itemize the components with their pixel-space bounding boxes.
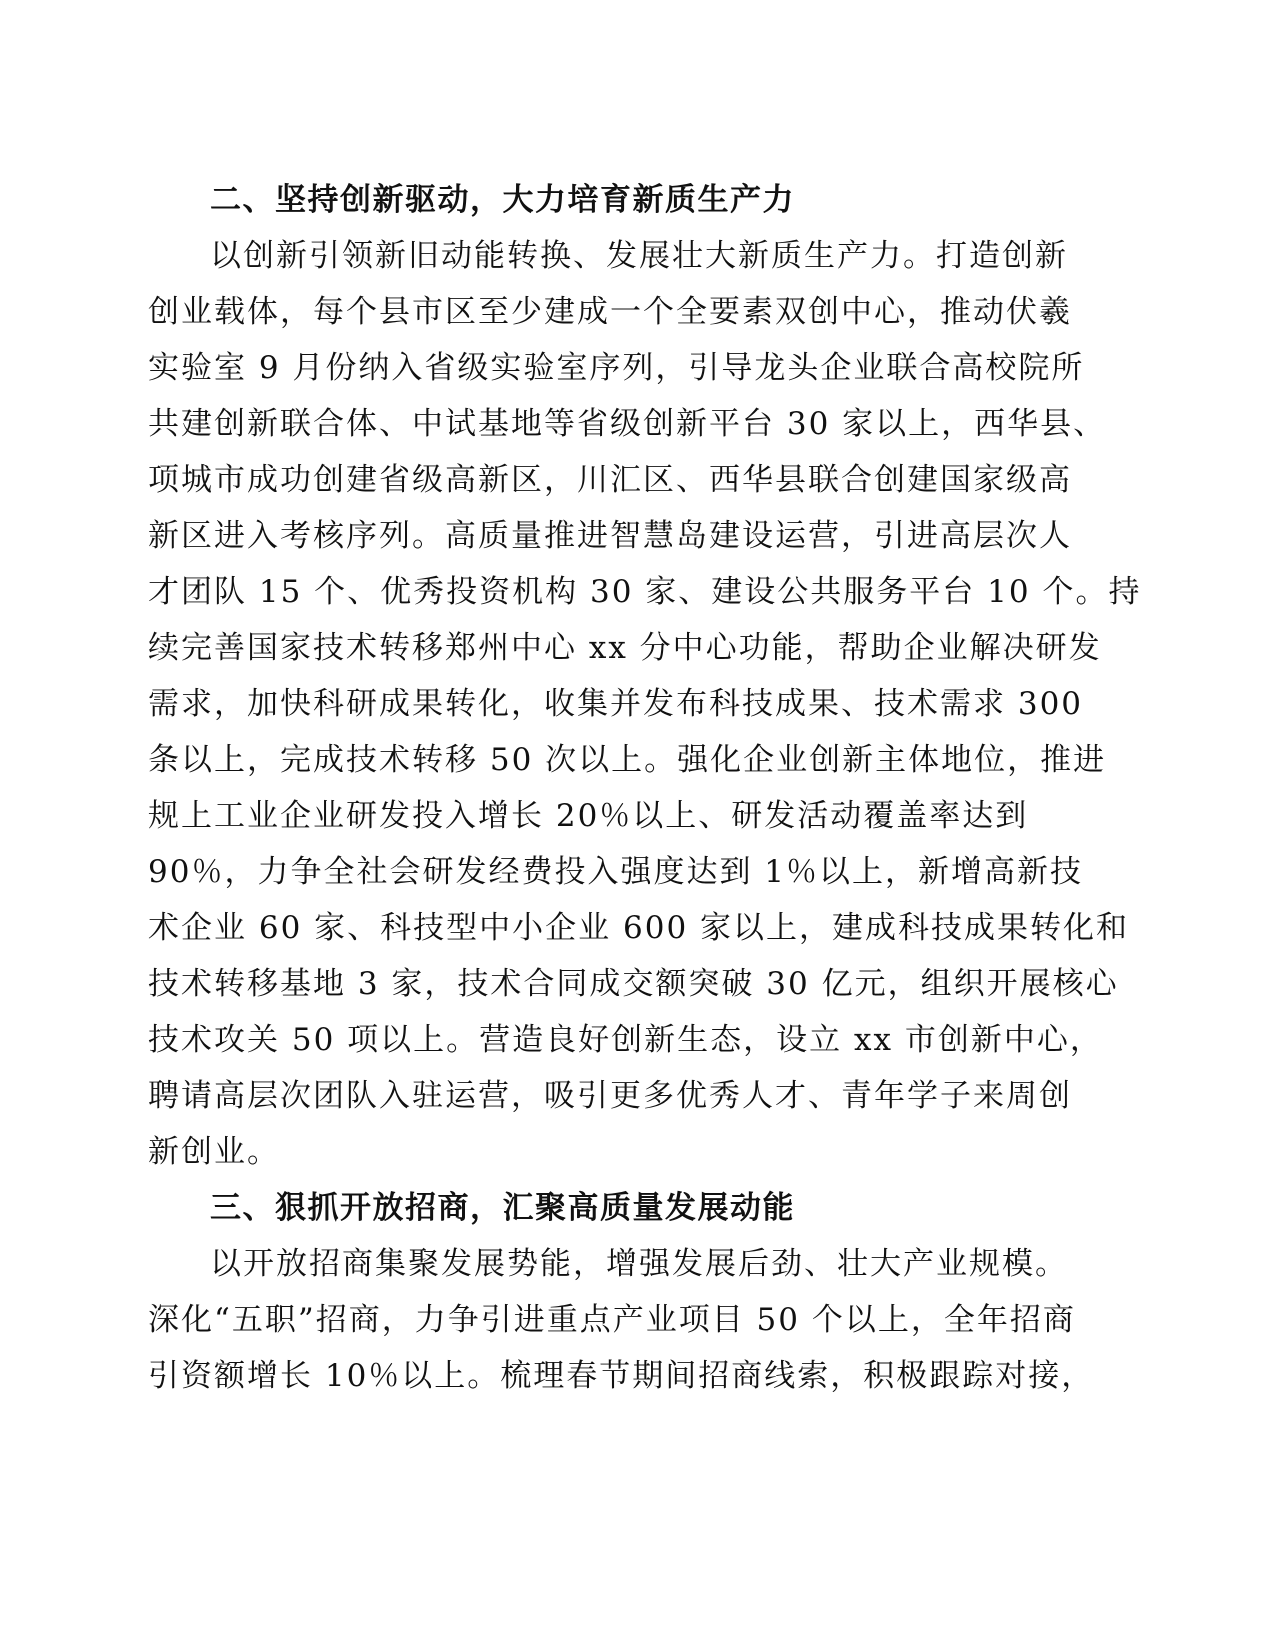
paragraph-line: 才团队 15 个、优秀投资机构 30 家、建设公共服务平台 10 个。持 bbox=[148, 574, 1142, 610]
paragraph-line: 以开放招商集聚发展势能，增强发展后劲、壮大产业规模。 bbox=[210, 1246, 1068, 1282]
paragraph-line: 续完善国家技术转移郑州中心 xx 分中心功能，帮助企业解决研发 bbox=[148, 630, 1102, 666]
paragraph-line: 新区进入考核序列。高质量推进智慧岛建设运营，引进高层次人 bbox=[148, 518, 1072, 554]
paragraph-line: 90％，力争全社会研发经费投入强度达到 1％以上，新增高新技 bbox=[148, 854, 1084, 890]
paragraph-line: 技术转移基地 3 家，技术合同成交额突破 30 亿元，组织开展核心 bbox=[148, 966, 1119, 1002]
section-heading-3: 三、狠抓开放招商，汇聚高质量发展动能 bbox=[210, 1190, 795, 1226]
paragraph-line: 深化“五职”招商，力争引进重点产业项目 50 个以上，全年招商 bbox=[148, 1302, 1076, 1338]
paragraph-line: 引资额增长 10％以上。梳理春节期间招商线索，积极跟踪对接， bbox=[148, 1358, 1095, 1394]
paragraph-line: 新创业。 bbox=[148, 1134, 280, 1170]
paragraph-line: 规上工业企业研发投入增长 20％以上、研发活动覆盖率达到 bbox=[148, 798, 1029, 834]
paragraph-line: 项城市成功创建省级高新区，川汇区、西华县联合创建国家级高 bbox=[148, 462, 1072, 498]
paragraph-line: 技术攻关 50 项以上。营造良好创新生态，设立 xx 市创新中心， bbox=[148, 1022, 1103, 1058]
paragraph-line: 共建创新联合体、中试基地等省级创新平台 30 家以上，西华县、 bbox=[148, 406, 1107, 442]
paragraph-line: 术企业 60 家、科技型中小企业 600 家以上，建成科技成果转化和 bbox=[148, 910, 1130, 946]
paragraph-line: 需求，加快科研成果转化，收集并发布科技成果、技术需求 300 bbox=[148, 686, 1084, 722]
paragraph-line: 条以上，完成技术转移 50 次以上。强化企业创新主体地位，推进 bbox=[148, 742, 1107, 778]
paragraph-line: 聘请高层次团队入驻运营，吸引更多优秀人才、青年学子来周创 bbox=[148, 1078, 1072, 1114]
paragraph-line: 创业载体，每个县市区至少建成一个全要素双创中心，推动伏羲 bbox=[148, 294, 1072, 330]
paragraph-line: 以创新引领新旧动能转换、发展壮大新质生产力。打造创新 bbox=[210, 238, 1068, 274]
section-heading-2: 二、坚持创新驱动，大力培育新质生产力 bbox=[210, 182, 795, 218]
paragraph-line: 实验室 9 月份纳入省级实验室序列，引导龙头企业联合高校院所 bbox=[148, 350, 1085, 386]
